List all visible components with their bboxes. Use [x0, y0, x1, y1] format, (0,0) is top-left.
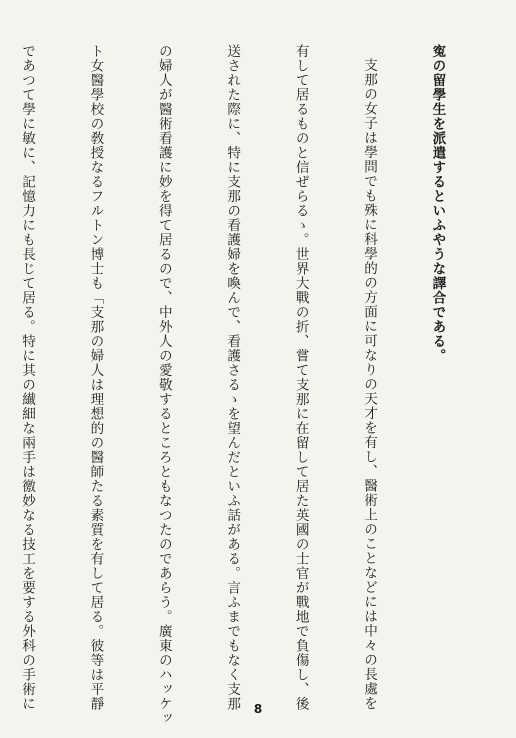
text-line: ト女醫學校の敎授なるフルトン博士も「支那の婦人は理想的の醫師たる素質を有して居る。彼等は平靜: [87, 44, 104, 711]
text-line: 寃の留學生を派遣するといふやうな譯合である。: [429, 44, 446, 363]
text-line: の婦人が醫術看護に妙を得て居るので、中外人の愛敬するところともなつたのであらう。廣東のハッケッ: [155, 44, 172, 726]
body-text: [0, 44, 494, 726]
text-line: 送された際に、特に支那の看護婦を喚んで、看護さるゝを望んだといふ話がある。言ふまでもなく支那: [224, 44, 241, 711]
text-line: 支那の女子は學問でも殊に科學的の方面に可なりの天才を有し、醫術上のことなどには中々の長處を: [361, 58, 378, 711]
text-line: 有して居るものと信ぜらるゝ。世界大戰の折、嘗て支那に在留して居た英國の士官が戰地で負傷し、後: [292, 44, 309, 711]
page-number: 8: [253, 702, 263, 716]
text-line: であつて學に敏に、記憶力にも長じて居る。特に其の纎細な兩手は徼妙なる技工を要する外科の手術に: [19, 44, 36, 711]
